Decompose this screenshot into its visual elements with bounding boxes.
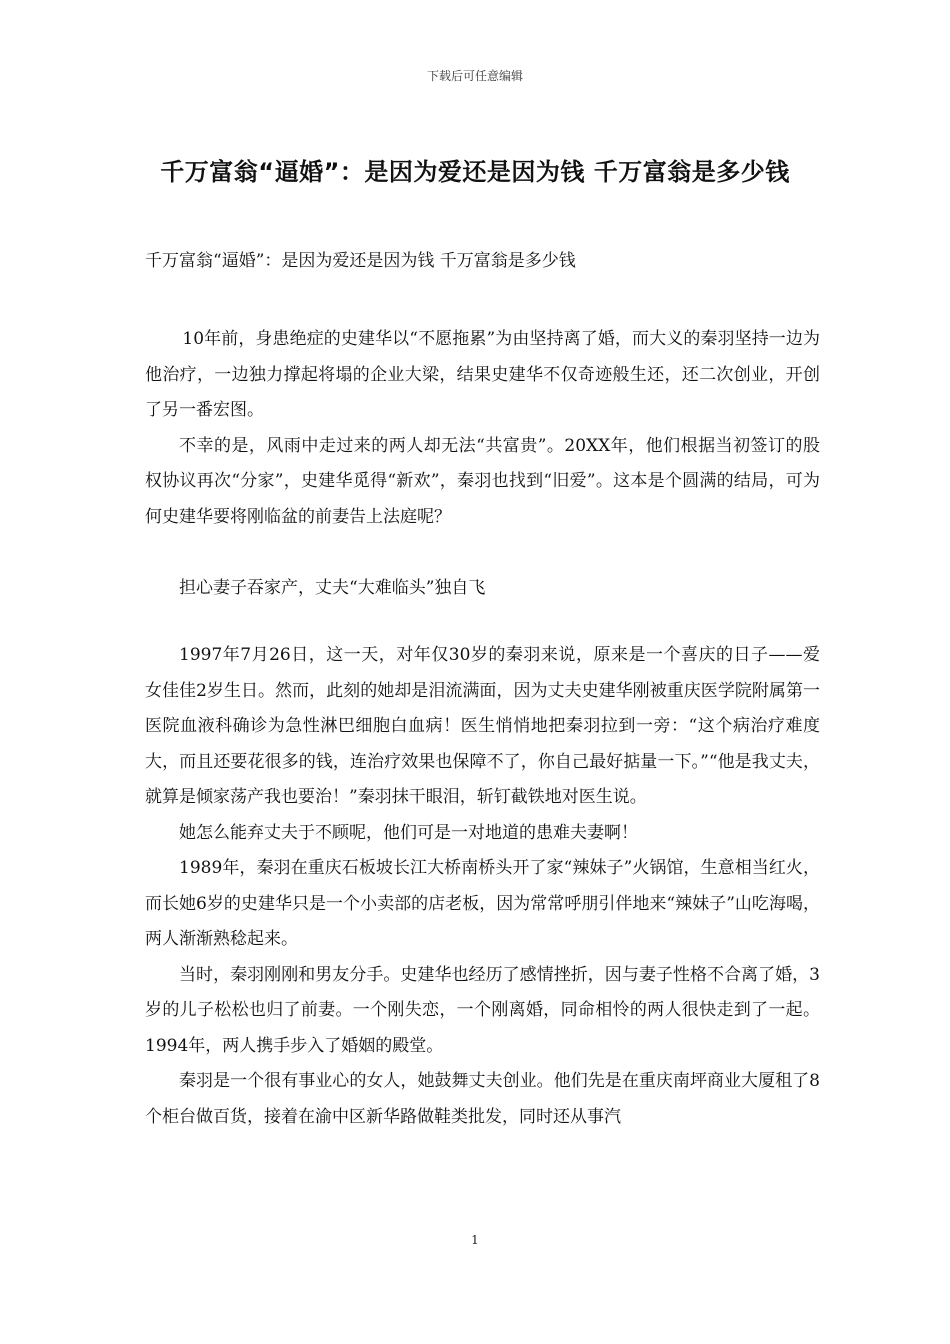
article-body	[145, 322, 820, 1135]
paragraph-7: 秦羽是一个很有事业心的女人，她鼓舞丈夫创业。他们先是在重庆南坪商业大厦租了8个柜台做百货，接着在渝中区新华路做鞋类批发，同时还从事汽	[145, 1071, 820, 1127]
paragraph-2: 不幸的是，风雨中走过来的两人却无法“共富贵”。20XX年，他们根据当初签订的股权协议再次“分家”，史建华觅得“新欢”，秦羽也找到“旧爱”。这本是个圆满的结局，可为何史建华要将刚临盆的前妻告上法庭呢？	[145, 435, 820, 527]
paragraph-1: 10年前，身患绝症的史建华以“不愿拖累”为由坚持离了婚，而大义的秦羽坚持一边为他治疗，一边独力撑起将塌的企业大梁，结果史建华不仅奇迹般生还，还二次创业，开创了另一番宏图。	[145, 329, 820, 420]
paragraph-5: 1989年，秦羽在重庆石板坡长江大桥南桥头开了家“辣妹子”火锅馆，生意相当红火，而长她6岁的史建华只是一个小卖部的店老板，因为常常呼朋引伴地来“辣妹子”山吃海喝，两人渐渐熟稔起来。	[145, 858, 820, 949]
spacer	[145, 535, 820, 571]
paragraph-3: 1997年7月26日，这一天，对年仅30岁的秦羽来说，原来是一个喜庆的日子——爱女佳佳2岁生日。然而，此刻的她却是泪流满面，因为丈夫史建华刚被重庆医学院附属第一医院血液科确诊为急性淋巴细胞白血病！医生悄悄地把秦羽拉到一旁：“这个病治疗难度大，而且还要花很多的钱，连治疗效果也保障不了，你自己最好掂量一下。”“他是我丈夫，就算是倾家荡产我也要治！”秦羽抹干眼泪，斩钉截铁地对医生说。	[145, 645, 820, 807]
subtitle: 千万富翁“逼婚”：是因为爱还是因为钱 千万富翁是多少钱	[145, 251, 576, 271]
page-title: 千万富翁“逼婚”：是因为爱还是因为钱 千万富翁是多少钱	[160, 158, 790, 186]
header-note: 下载后可任意编辑	[426, 69, 523, 83]
paragraph-4: 她怎么能弃丈夫于不顾呢，他们可是一对地道的患难夫妻啊！	[179, 822, 638, 843]
spacer	[145, 606, 820, 638]
page-number: 1	[471, 1233, 479, 1247]
section-heading: 担心妻子吞家产，丈夫“大难临头”独自飞	[179, 578, 486, 598]
paragraph-6: 当时，秦羽刚刚和男友分手。史建华也经历了感情挫折，因与妻子性格不合离了婚，3岁的儿子松松也归了前妻。一个刚失恋，一个刚离婚，同命相怜的两人很快走到了一起。1994年，两人携手步入了婚姻的殿堂。	[145, 964, 820, 1056]
